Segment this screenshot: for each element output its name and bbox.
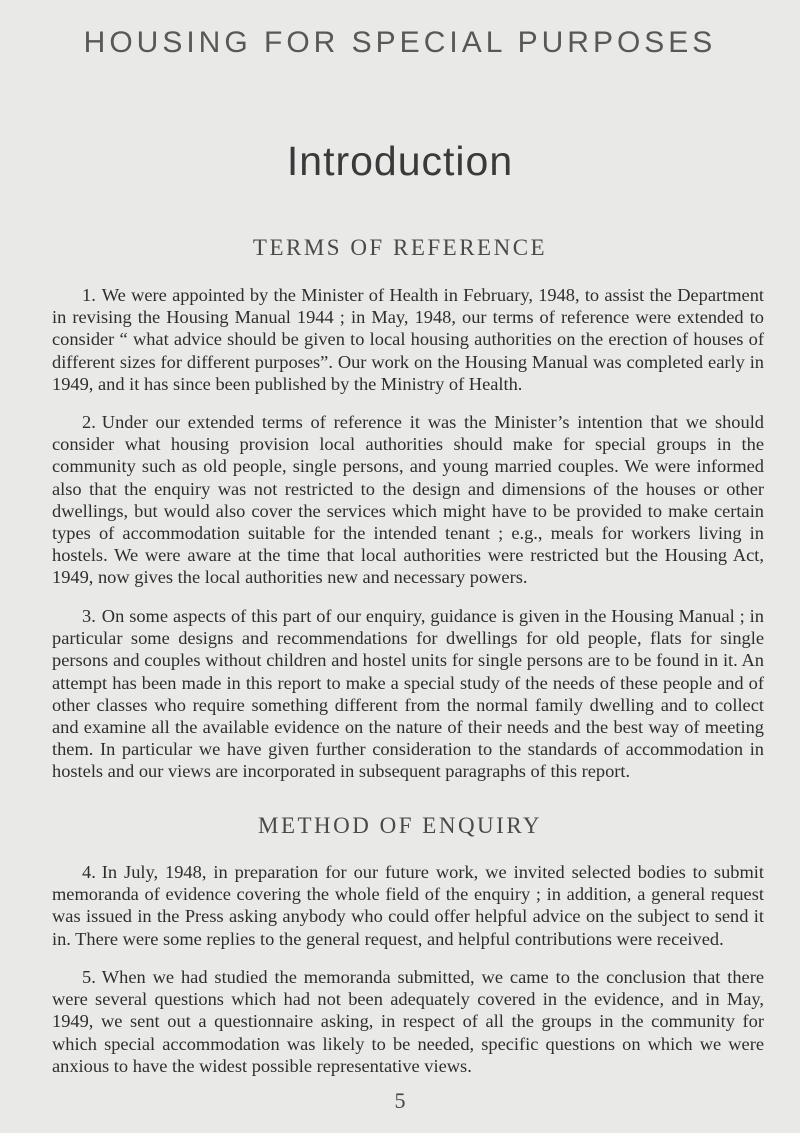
- paragraph-5: [52, 966, 764, 1077]
- paragraph-number: 3.: [82, 606, 96, 626]
- paragraph-3: [52, 605, 764, 783]
- section-heading-method-of-enquiry: METHOD OF ENQUIRY: [258, 813, 542, 838]
- paragraph-text: When we had studied the memoranda submitted, we came to the conclusion that there were several questions which had not been adequately covered in the evidence, and in May, 1949, we sent out a questionnaire asking, in respect of all the groups in the community for which special accommodation was likely to be needed, specific questions on which we were anxious to have the widest possible representative views.: [52, 967, 764, 1076]
- section-heading-terms-of-reference: TERMS OF REFERENCE: [252, 235, 548, 260]
- paragraph-number: 1.: [82, 285, 96, 305]
- paragraph-number: 4.: [82, 862, 96, 882]
- paragraph-1: [52, 284, 764, 395]
- paragraph-number: 2.: [82, 412, 96, 432]
- chapter-title: Introduction: [286, 138, 514, 184]
- paragraph-4: [52, 861, 764, 950]
- paragraph-text: On some aspects of this part of our enquiry, guidance is given in the Housing Manual ; in particular some designs and recommendations for dwellings for old people, flats for single persons and couples without children and hostel units for single persons are to be found in it. An attempt has been made in this report to make a special study of the needs of these people and of other classes who require something different from the normal family dwelling and to collect and examine all the available evidence on the nature of their needs and the best way of meeting them. In particular we have given further consideration to the standards of accommodation in hostels and our views are incorporated in subsequent paragraphs of this report.: [52, 606, 764, 782]
- paragraph-number: 5.: [82, 967, 96, 987]
- paragraph-2: [52, 411, 764, 589]
- running-head: HOUSING FOR SPECIAL PURPOSES: [83, 26, 717, 59]
- page-number: 5: [394, 1088, 406, 1113]
- paragraph-text: In July, 1948, in preparation for our future work, we invited selected bodies to submit memoranda of evidence covering the whole field of the enquiry ; in addition, a general request was issued in the Press asking anybody who could offer helpful advice on the subject to send it in. There were some replies to the general request, and helpful contributions were received.: [52, 862, 764, 949]
- paragraph-text: Under our extended terms of reference it was the Minister’s intention that we should consider what housing provision local authorities should make for special groups in the community such as old people, single persons, and young married couples. We were informed also that the enquiry was not restricted to the design and dimensions of the houses or other dwellings, but would also cover the services which might have to be provided to make certain types of accommodation suitable for the intended tenant ; e.g., meals for workers living in hostels. We were aware at the time that local authorities were restricted but the Housing Act, 1949, now gives the local authorities new and necessary powers.: [52, 412, 764, 588]
- paragraph-text: We were appointed by the Minister of Health in February, 1948, to assist the Department in revising the Housing Manual 1944 ; in May, 1948, our terms of reference were extended to consider “ what advice should be given to local housing authorities on the erection of houses of different sizes for different purposes”. Our work on the Housing Manual was completed early in 1949, and it has since been published by the Ministry of Health.: [52, 285, 764, 394]
